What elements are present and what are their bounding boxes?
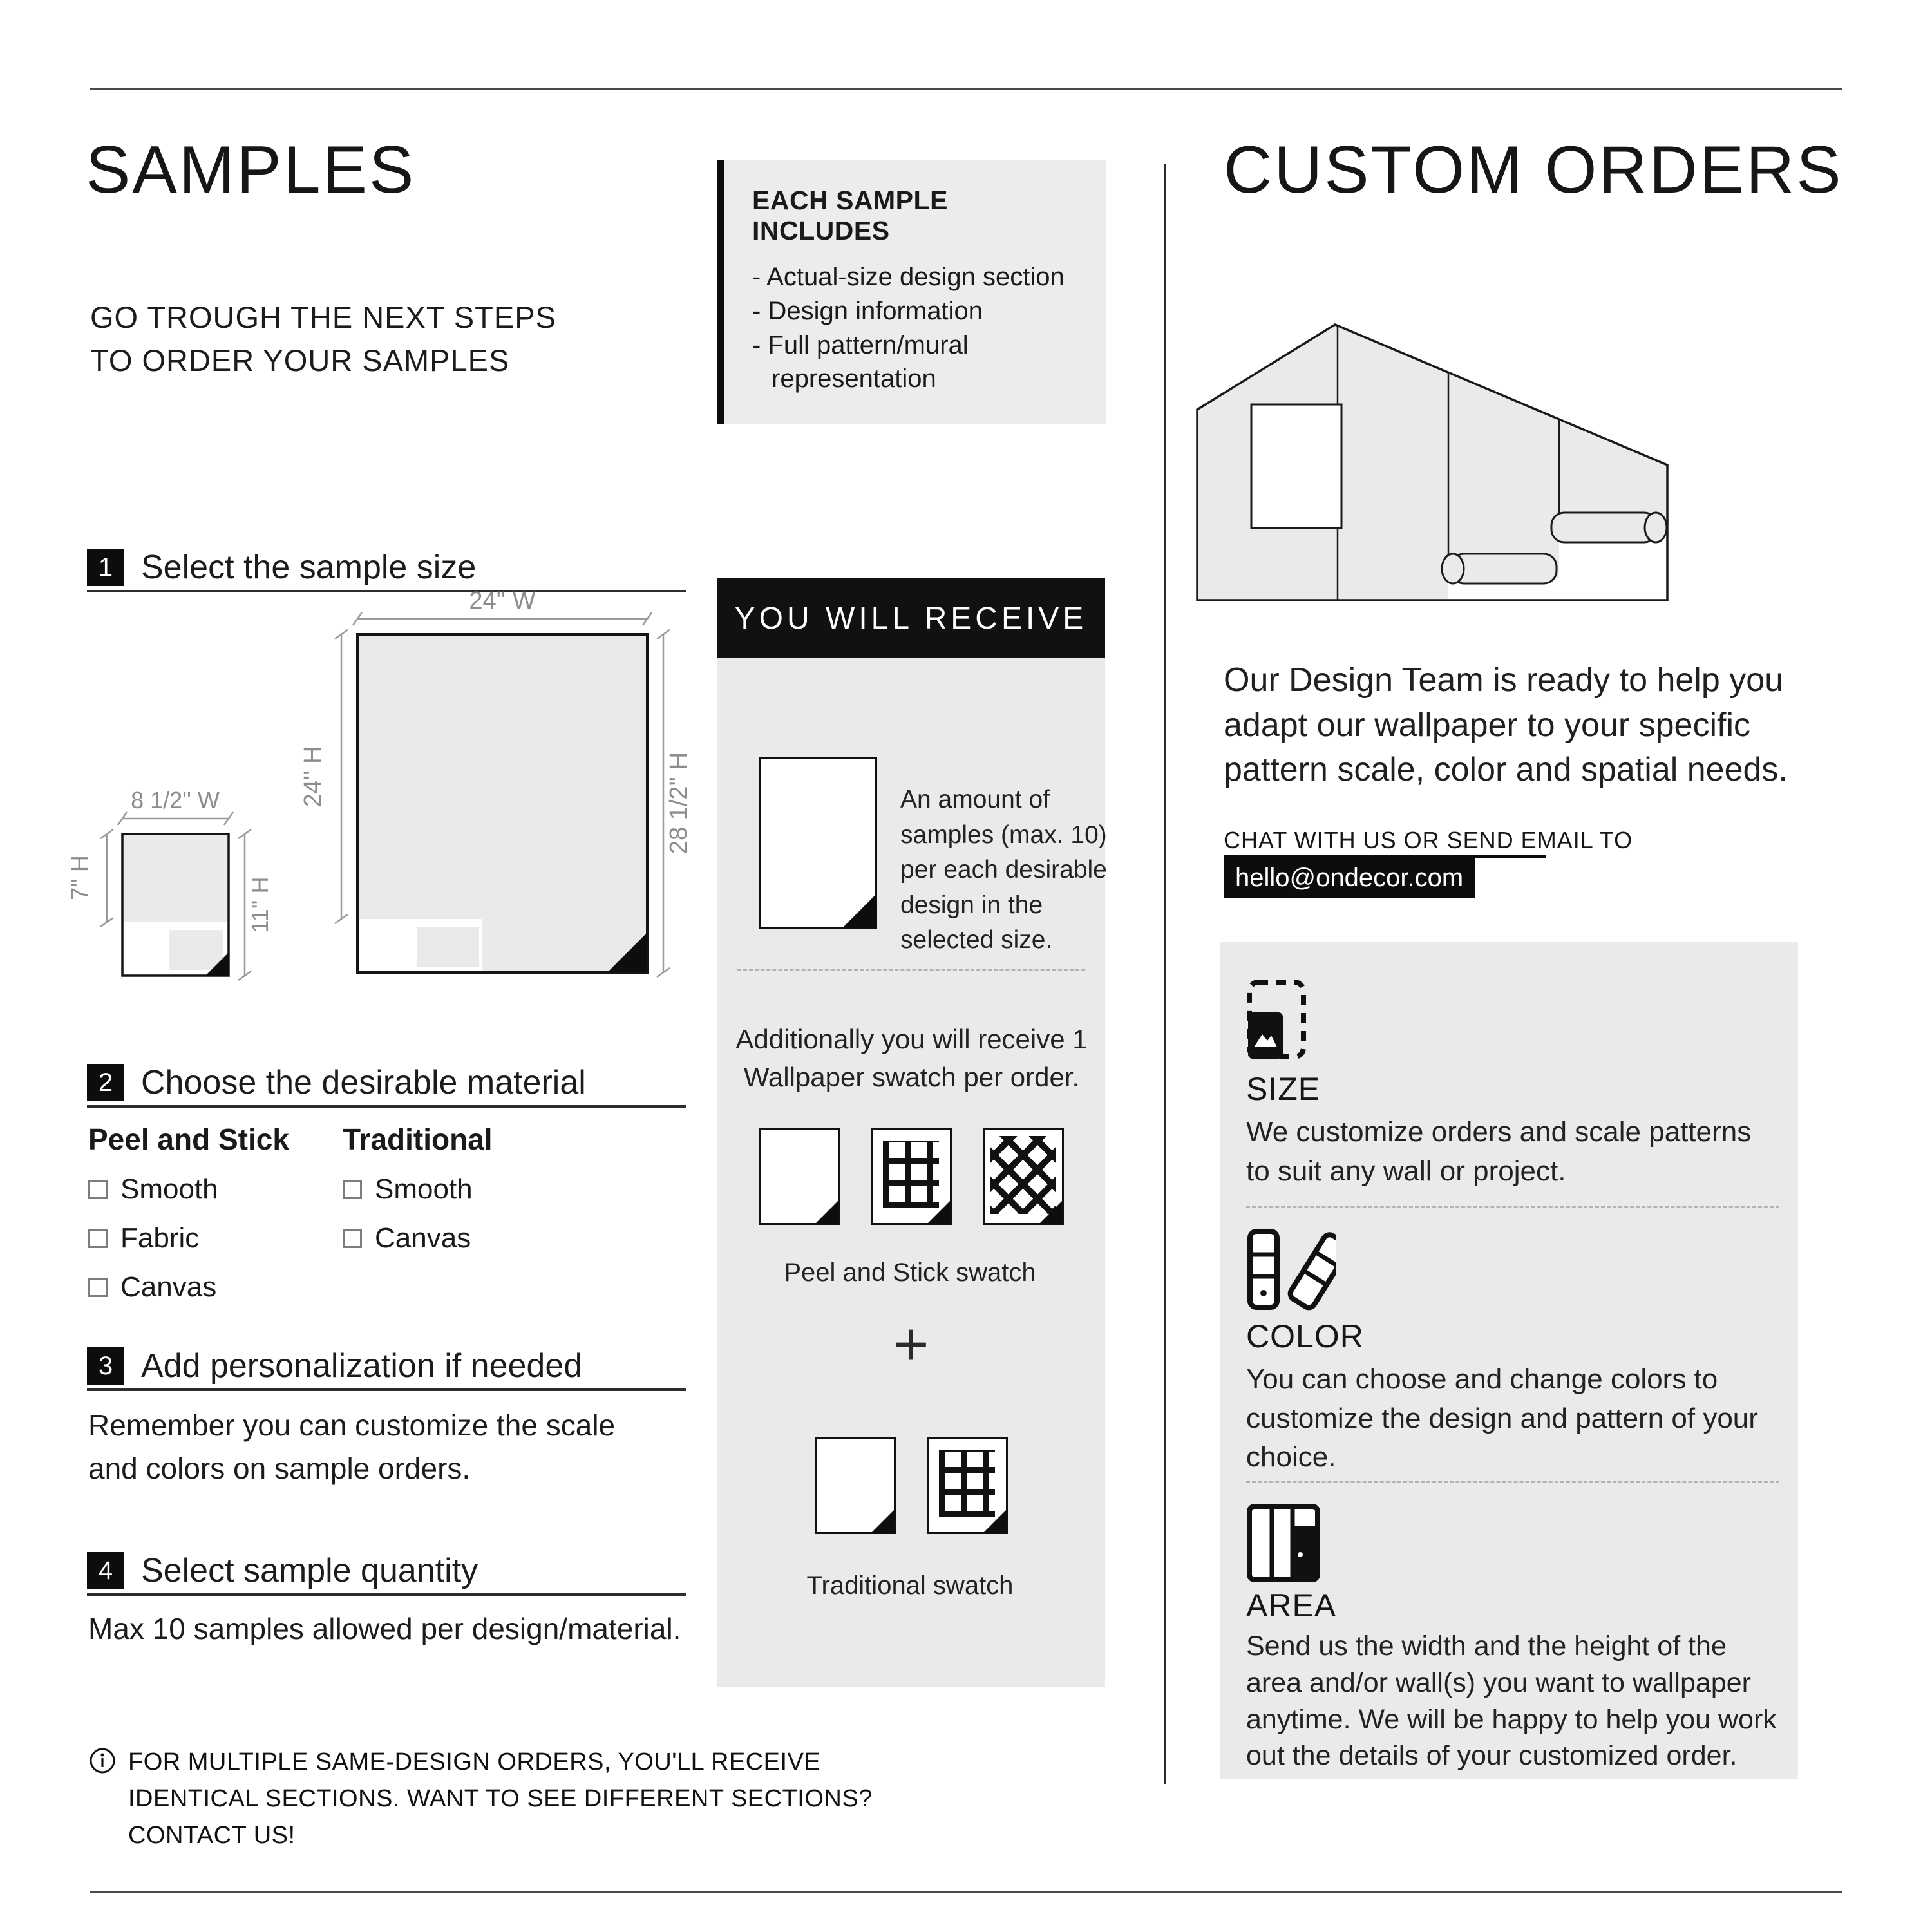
option-row — [88, 1222, 289, 1255]
traditional-swatch-label: Traditional swatch — [806, 1571, 1014, 1600]
window — [1251, 404, 1341, 528]
large-width-label: 24'' W — [469, 589, 536, 614]
feature-color-text: You can choose and change colors to customize the design and pattern of your choice. — [1246, 1363, 1758, 1473]
plus-sign: + — [893, 1310, 929, 1379]
option-row — [343, 1173, 493, 1206]
blank-swatch-icon — [759, 1128, 840, 1225]
wallpaper-roll-icon — [1442, 554, 1557, 583]
material-column-traditional — [343, 1122, 493, 1255]
crosshatch-swatch-icon — [983, 1128, 1064, 1225]
large-right-height-label: 28 1/2'' H — [665, 752, 692, 855]
feature-color-title: COLOR — [1246, 1318, 1364, 1354]
step-1-title: Select the sample size — [141, 549, 477, 586]
checkbox-traditional-smooth[interactable] — [343, 1180, 362, 1199]
step-2-title: Choose the desirable material — [141, 1064, 586, 1101]
sample-size-diagram — [64, 589, 708, 1014]
traditional-title: Traditional — [343, 1122, 493, 1156]
same-design-note — [88, 1744, 893, 1854]
blank-swatch-icon — [815, 1437, 896, 1534]
traditional-swatch-row — [717, 1437, 1105, 1534]
design-team-intro: Our Design Team is ready to help you adapt our wallpaper to your specific pattern scale, color and spatial needs. — [1224, 661, 1788, 789]
wall-door-icon — [1246, 1503, 1321, 1583]
top-rule — [90, 88, 1842, 90]
small-right-height-label: 11'' H — [247, 876, 273, 933]
option-row — [88, 1173, 289, 1206]
column-divider — [1164, 164, 1166, 1784]
option-label: Canvas — [375, 1222, 471, 1254]
step-3-header — [87, 1347, 686, 1391]
option-label: Smooth — [120, 1173, 218, 1205]
small-left-height-label: 7'' H — [66, 855, 93, 900]
includes-item: - Design information — [752, 294, 1077, 328]
step-4-text: Max 10 samples allowed per design/material. — [88, 1612, 681, 1645]
option-row — [88, 1271, 289, 1303]
checkbox-peel-fabric[interactable] — [88, 1229, 108, 1248]
each-sample-includes-box — [717, 160, 1106, 424]
option-row — [343, 1222, 493, 1255]
checkbox-peel-smooth[interactable] — [88, 1180, 108, 1199]
step-1-number: 1 — [87, 549, 124, 586]
note-text: FOR MULTIPLE SAME-DESIGN ORDERS, YOU'LL RECEIVE IDENTICAL SECTIONS. WANT TO SEE DIFFERENT SECTIONS? CONTACT US! — [128, 1748, 873, 1849]
feature-size-text: We customize orders and scale patterns to suit any wall or project. — [1246, 1116, 1752, 1187]
grid-swatch-icon — [927, 1437, 1008, 1534]
material-column-peel — [88, 1122, 289, 1303]
grid-pattern — [883, 1141, 938, 1208]
feature-size-title: SIZE — [1246, 1071, 1321, 1107]
wallpaper-roll-icon — [1551, 513, 1667, 542]
checkbox-peel-canvas[interactable] — [88, 1278, 108, 1297]
receive-samples-text: An amount of samples (max. 10) per each desirable design in the selected size. — [900, 786, 1107, 954]
step-4-header — [87, 1552, 686, 1596]
step-4-title: Select sample quantity — [141, 1552, 478, 1589]
peel-swatch-row — [717, 1128, 1105, 1225]
email-link[interactable]: hello@ondecor.com — [1224, 858, 1475, 898]
step-4-number: 4 — [87, 1552, 124, 1589]
house-wallpaper-illustration — [1195, 321, 1671, 604]
includes-list — [752, 260, 1077, 396]
includes-item: - Actual-size design section — [752, 260, 1077, 294]
you-will-receive-banner: YOU WILL RECEIVE — [717, 578, 1105, 658]
includes-title: EACH SAMPLE INCLUDES — [752, 185, 948, 245]
sample-page-icon — [759, 757, 877, 929]
samples-subtitle — [90, 296, 556, 382]
subtitle-line-2: TO ORDER YOUR SAMPLES — [90, 343, 510, 377]
step-2-number: 2 — [87, 1064, 124, 1101]
grid-pattern — [939, 1450, 994, 1517]
receive-divider — [737, 969, 1085, 971]
custom-orders-title: CUSTOM ORDERS — [1224, 133, 1843, 207]
step-3-title: Add personalization if needed — [141, 1347, 583, 1385]
bottom-rule — [90, 1891, 1842, 1893]
additional-swatch-text: Additionally you will receive 1 Wallpaper swatch per order. — [735, 1024, 1088, 1092]
feature-divider — [1246, 1481, 1779, 1483]
step-3-text: Remember you can customize the scale and colors on sample orders. — [88, 1408, 616, 1485]
feature-area-title: AREA — [1246, 1587, 1337, 1624]
step-2-header — [87, 1064, 686, 1108]
small-sample-inner-square — [169, 930, 223, 970]
includes-item: - Full pattern/mural representation — [752, 328, 1077, 397]
checkbox-traditional-canvas[interactable] — [343, 1229, 362, 1248]
option-label: Smooth — [375, 1173, 473, 1205]
large-sample-inner-square — [417, 927, 479, 967]
samples-title: SAMPLES — [86, 133, 416, 207]
option-label: Canvas — [120, 1271, 217, 1303]
crosshatch-pattern — [990, 1136, 1056, 1214]
peel-swatch-label: Peel and Stick swatch — [784, 1258, 1036, 1287]
subtitle-line-1: GO TROUGH THE NEXT STEPS — [90, 300, 556, 334]
step-3-number: 3 — [87, 1347, 124, 1385]
chat-label: CHAT WITH US OR SEND EMAIL TO — [1224, 827, 1633, 853]
small-width-label: 8 1/2'' W — [131, 787, 220, 813]
feature-area-text: Send us the width and the height of the area and/or wall(s) you want to wallpaper anytime. We will be happy to help you work out the details of your customized order. — [1246, 1631, 1777, 1772]
info-icon — [88, 1747, 117, 1775]
grid-swatch-icon — [871, 1128, 952, 1225]
option-label: Fabric — [120, 1222, 200, 1254]
size-crop-icon — [1246, 979, 1308, 1060]
peel-and-stick-title: Peel and Stick — [88, 1122, 289, 1156]
step-1-header — [87, 549, 686, 592]
large-left-height-label: 24'' H — [299, 746, 327, 808]
feature-divider — [1246, 1206, 1779, 1208]
color-swatch-icon — [1246, 1227, 1336, 1311]
